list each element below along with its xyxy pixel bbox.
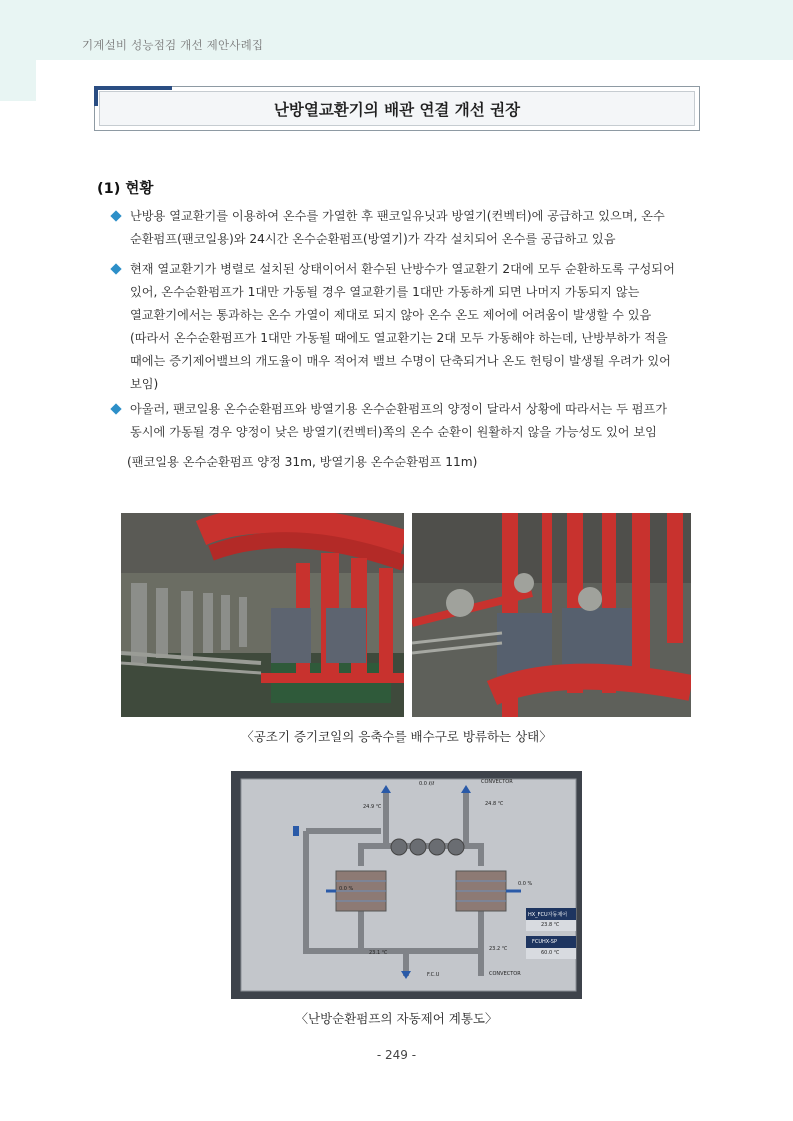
page-number: - 249 -	[376, 1048, 417, 1062]
heat-exchanger-photo-right	[412, 513, 691, 717]
screen-label: 0.0 %	[518, 881, 533, 887]
bullet-item	[102, 398, 702, 444]
control-diagram-screen	[231, 771, 582, 999]
bullet-line: 동시에 가동될 경우 양정이 낮은 방열기(컨벡터)쪽의 온수 순환이 원활하지 않을 가능성도 있어 보임	[130, 425, 657, 439]
screen-label: 24.9 ℃	[363, 804, 382, 810]
section-heading: (1) 현황	[97, 181, 154, 197]
screen-label: 23.2 ℃	[489, 946, 508, 952]
screen-label: 60.0 ℃	[541, 950, 560, 956]
bullet-line: 순환펌프(팬코일용)와 24시간 온수순환펌프(방열기)가 각각 설치되어 온수를 공급하고 있음	[130, 232, 616, 246]
diagram-caption: 〈난방순환펌프의 자동제어 계통도〉	[295, 1011, 498, 1026]
bullet-line: 아울러, 팬코일용 온수순환펌프와 방열기용 온수순환펌프의 양정이 달라서 상황에 따라서는 두 펌프가	[130, 402, 668, 416]
bullet-line: 보임)	[130, 377, 159, 391]
screen-label: FCUHX-SP	[532, 939, 557, 945]
bullet-item	[102, 205, 702, 251]
bullet-line: 난방용 열교환기를 이용하여 온수를 가열한 후 팬코일유닛과 방열기(컨벡터)에 공급하고 있으며, 온수	[130, 209, 665, 223]
title-accent	[94, 86, 172, 90]
screen-label: HX_FCU자동제어	[528, 912, 568, 918]
running-title: 기계설비 성능점검 개선 제안사례집	[82, 38, 264, 52]
bullet-line: 때에는 증기제어밸브의 개도율이 매우 적어져 밸브 수명이 단축되거나 온도 헌팅이 발생될 우려가 있어	[130, 354, 671, 368]
bullet-line: 있어, 온수순환펌프가 1대만 가동될 경우 열교환기를 1대만 가동하게 되면 나머지 가동되지 않는	[130, 285, 640, 299]
bullet-line: 현재 열교환기가 병렬로 설치된 상태이어서 환수된 난방수가 열교환기 2대에 모두 순환하도록 구성되어	[130, 262, 675, 276]
screen-label: F.C.U	[427, 972, 440, 978]
screen-label: 23.8 ℃	[541, 922, 560, 928]
side-tab	[0, 60, 36, 101]
page-title: 난방열교환기의 배관 연결 개선 권장	[273, 101, 521, 119]
pump-head-note: (팬코일용 온수순환펌프 양정 31m, 방열기용 온수순환펌프 11m)	[127, 455, 478, 469]
photo-caption: 〈공조기 증기코일의 응축수를 배수구로 방류하는 상태〉	[241, 729, 552, 744]
bullet-item	[102, 258, 702, 396]
screen-label: CONVECTOR	[481, 779, 513, 785]
bullet-line: 열교환기에서는 통과하는 온수 가열이 제대로 되지 않아 온수 온도 제어에 어려움이 발생할 수 있음	[130, 308, 652, 322]
screen-label: 24.8 ℃	[485, 801, 504, 807]
screen-label: 0.0 %	[339, 886, 354, 892]
bullet-line: (따라서 온수순환펌프가 1대만 가동될 때에도 열교환기는 2대 모두 가동해야 하는데, 난방부하가 적을	[130, 331, 668, 345]
screen-label: CONVECTOR	[489, 971, 521, 977]
screen-label: 23.1 ℃	[369, 950, 388, 956]
pump-room-photo-left	[121, 513, 404, 717]
screen-label: 0.0 ℓ/ℓ	[419, 781, 435, 787]
